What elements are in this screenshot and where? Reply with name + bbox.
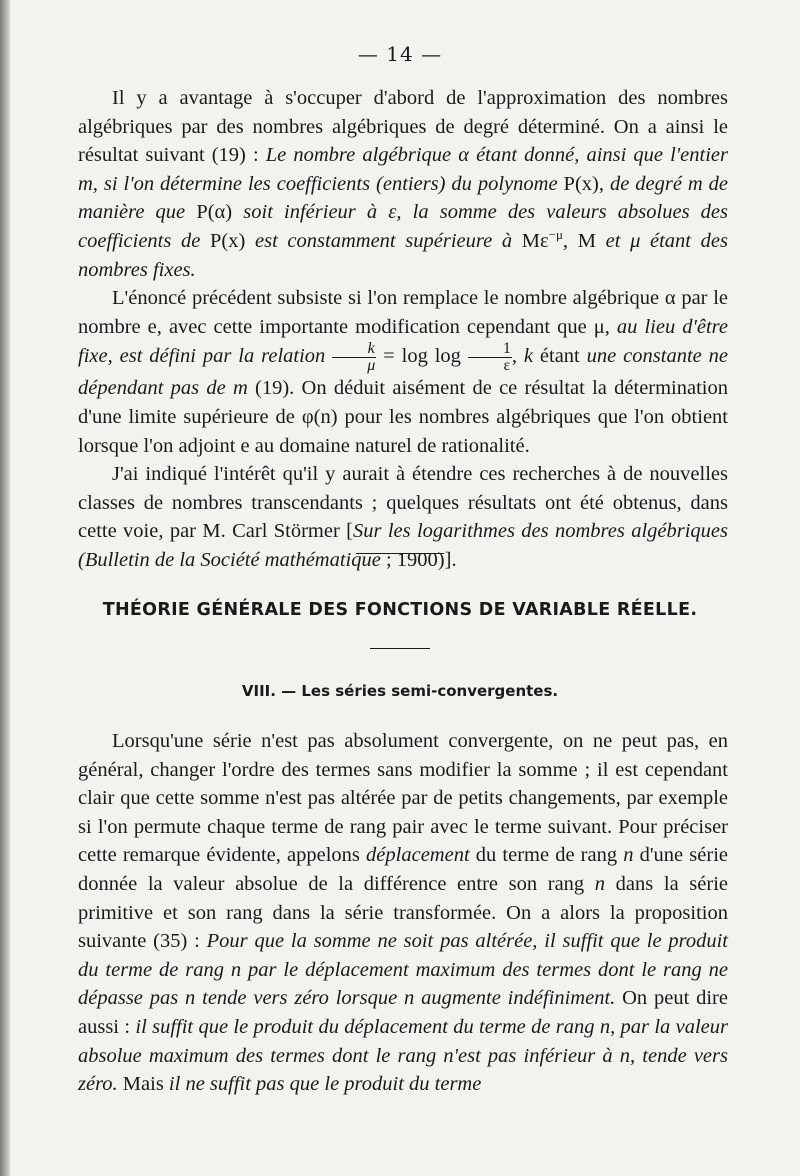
section-divider-top (356, 553, 444, 554)
paragraph-semi-convergent: Lorsqu'une série n'est pas absolument convergente, on ne peut pas, en général, changer l'ordre des termes sans modifier la somme ; il est cependant clair que cette somme n'est pas altérée par de petits changements, par exemple si l'on permute chaque terme de rang pair avec le terme suivant. Pour préciser cette remarque évidente, appelons déplacement du terme de rang n d'une série donnée la valeur absolue de la différence entre son rang n dans la série primitive et son rang dans la série transformée. On a alors la proposition suivante (35) : Pour que la somme ne soit pas altérée, il suffit que le produit du terme de rang n par le déplacement maximum des termes dont le rang ne dépasse pas n tende vers zéro lorsque n augmente indéfiniment. On peut dire aussi : il suffit que le produit du déplacement du terme de rang n, par la valeur absolue maximum des termes dont le rang n'est pas inférieur à n, tende vers zéro. Mais il ne suffit pas que le produit du terme (78, 730, 728, 1096)
paragraph-number-e: L'énoncé précédent subsiste si l'on remplace le nombre algébrique α par le nombre e, avec cette importante modification cependant que μ, au lieu d'être fixe, est défini par la relation $\frac{k}{\mu}$ = log log $\frac{1}{\varepsilon}$ , k étant une constante ne dépendant pas de m (19). On déduit aisément de ce résultat la détermination d'une limite supérieure de φ(n) pour les nombres algébriques que l'on obtient lorsque l'on adjoint e au domaine naturel de rationalité. (78, 287, 729, 457)
paragraph-stormer: J'ai indiqué l'intérêt qu'il y aurait à étendre ces recherches à de nouvelles classes de nombres transcendants ; quelques résultats ont été obtenus, dans cette voie, par M. Carl Störmer [Sur les logarithmes des nombres algébriques (Bulletin de la Société mathématique ; 1900)]. (78, 463, 728, 571)
subsection-heading: VIII. — Les séries semi-convergentes. (241, 682, 559, 700)
fraction-k-over-mu: $\frac{k}{\mu}$ (332, 341, 376, 374)
upper-text-block (78, 84, 728, 575)
fraction-one-over-epsilon: $\frac{1}{\varepsilon}$ (468, 341, 512, 374)
paragraph-approximation: Il y a avantage à s'occuper d'abord de l'approximation des nombres algébriques par des nombres algébriques de degré déterminé. On a ainsi le résultat suivant (19) : Le nombre algébrique α étant donné, ainsi que l'entier m, si l'on détermine les coefficients (entiers) du polynome P(x), de degré m de manière que P(α) soit inférieur à ε, la somme des valeurs absolues des coefficients de P(x) est constamment supérieure à $M\varepsilon^{-\mu}$, M et μ étant des nombres fixes. (78, 87, 729, 281)
section-divider-bottom (370, 648, 430, 649)
page-number: — 14 — (357, 42, 443, 66)
lower-text-block (78, 727, 728, 1099)
page-binding-edge (0, 0, 10, 1176)
section-title: THÉORIE GÉNÉRALE DES FONCTIONS DE VARIABLE RÉELLE. (102, 600, 698, 620)
